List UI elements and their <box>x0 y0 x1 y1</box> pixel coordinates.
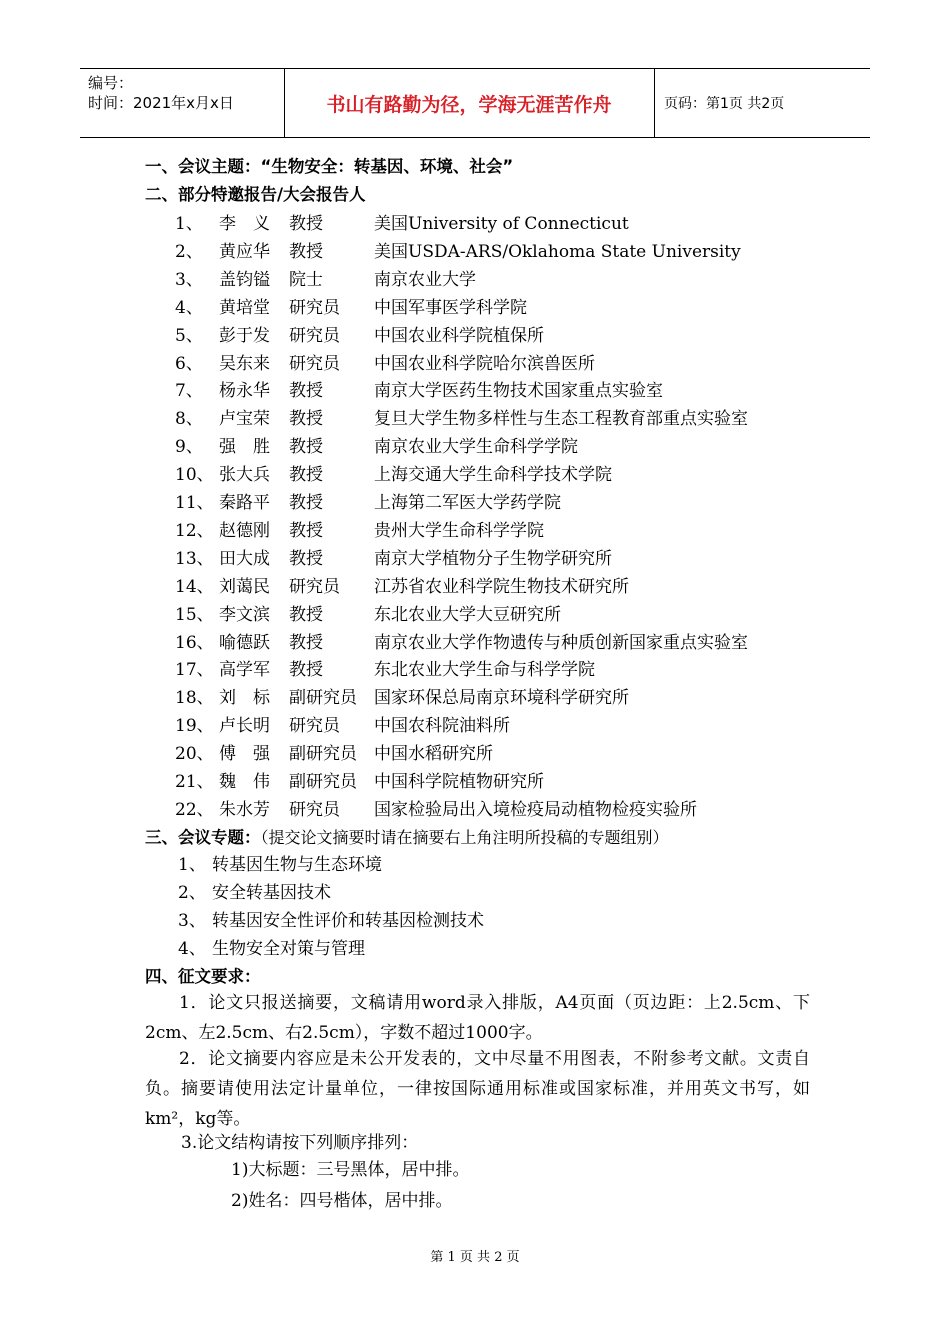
speaker-number: 14、 <box>175 576 214 597</box>
speaker-name: 朱水芳 <box>219 799 270 820</box>
speaker-institution: 国家检验局出入境检疫局动植物检疫实验所 <box>374 799 697 820</box>
document-time: 时间：2021年x月x日 <box>88 94 234 112</box>
speaker-name: 张大兵 <box>219 465 270 486</box>
topic-number: 3、 <box>178 911 206 931</box>
speaker-name: 魏 伟 <box>219 772 270 792</box>
speaker-institution: 南京大学医药生物技术国家重点实验室 <box>374 381 663 402</box>
speaker-institution: 南京农业大学作物遗传与种质创新国家重点实验室 <box>374 632 748 653</box>
speaker-number: 19、 <box>175 716 214 737</box>
speaker-name: 李 义 <box>219 214 270 234</box>
speaker-name: 秦路平 <box>219 493 270 513</box>
speaker-title: 教授 <box>289 604 323 625</box>
speaker-number: 8、 <box>175 409 203 430</box>
speaker-name: 赵德刚 <box>219 520 270 541</box>
section-4-title: 四、征文要求： <box>145 967 261 986</box>
speaker-institution: 复旦大学生物多样性与生态工程教育部重点实验室 <box>374 409 748 430</box>
speaker-title: 副研究员 <box>289 772 357 792</box>
speaker-number: 2、 <box>175 241 203 262</box>
header-motto: 书山有路勤为径，学海无涯苦作舟 <box>326 93 612 116</box>
speaker-name: 李文滨 <box>219 604 270 625</box>
speaker-name: 田大成 <box>219 548 270 569</box>
speaker-title: 教授 <box>289 409 323 430</box>
speaker-name: 强 胜 <box>219 437 270 458</box>
speaker-title: 教授 <box>289 660 323 681</box>
requirement-paragraph-3: 3.论文结构请按下列顺序排列： <box>181 1133 419 1153</box>
speaker-institution: 贵州大学生命科学学院 <box>374 520 544 541</box>
speaker-name: 卢长明 <box>219 716 270 737</box>
speaker-name: 彭于发 <box>219 325 270 346</box>
speaker-institution: 国家环保总局南京环境科学研究所 <box>374 688 629 709</box>
speaker-name: 傅 强 <box>219 744 270 765</box>
speaker-institution: 上海第二军医大学药学院 <box>374 493 561 513</box>
speaker-number: 4、 <box>175 297 203 318</box>
topic-number: 1、 <box>178 855 206 875</box>
speaker-number: 3、 <box>175 269 203 290</box>
speaker-title: 研究员 <box>289 297 340 318</box>
speaker-number: 20、 <box>175 744 214 765</box>
section-3-label: 三、会议专题： <box>145 828 261 847</box>
speaker-number: 1、 <box>175 214 203 234</box>
topic-text: 转基因安全性评价和转基因检测技术 <box>212 911 484 931</box>
header-page-info: 页码：第1页 共2页 <box>664 96 785 112</box>
section-3-title <box>145 826 669 850</box>
speaker-title: 教授 <box>289 493 323 513</box>
speaker-name: 杨永华 <box>219 381 270 402</box>
speaker-institution: 东北农业大学大豆研究所 <box>374 604 561 625</box>
speaker-name: 盖钧镒 <box>219 269 270 290</box>
speaker-title: 教授 <box>289 214 323 234</box>
topic-text: 安全转基因技术 <box>212 883 331 903</box>
speaker-title: 教授 <box>289 437 323 458</box>
speaker-number: 15、 <box>175 604 214 625</box>
speaker-number: 9、 <box>175 437 203 458</box>
speaker-title: 教授 <box>289 520 323 541</box>
speaker-institution: 中国科学院植物研究所 <box>374 772 544 792</box>
speaker-number: 21、 <box>175 772 214 792</box>
requirement-paragraph-2: 2．论文摘要内容应是未公开发表的，文中尽量不用图表，不附参考文献。文责自负。摘要请使用法定计量单位，一律按国际通用标准或国家标准，并用英文书写，如km²，kg等。 <box>145 1049 810 1129</box>
speaker-number: 6、 <box>175 353 203 374</box>
speaker-name: 刘蔼民 <box>219 576 270 597</box>
section-3-note: （提交论文摘要时请在摘要右上角注明所投稿的专题组别） <box>260 828 669 847</box>
speaker-institution: 上海交通大学生命科学技术学院 <box>374 465 612 486</box>
speaker-title: 教授 <box>289 548 323 569</box>
speaker-institution: 南京大学植物分子生物学研究所 <box>374 548 612 569</box>
speaker-name: 吴东来 <box>219 353 270 374</box>
speaker-institution: 中国农科院油料所 <box>374 716 510 737</box>
speaker-name: 黄应华 <box>219 241 270 262</box>
speaker-institution: 南京农业大学 <box>374 269 476 290</box>
speaker-number: 13、 <box>175 548 214 569</box>
speaker-title: 副研究员 <box>289 688 357 709</box>
requirement-subitem-1: 1)大标题：三号黑体，居中排。 <box>231 1160 470 1180</box>
speaker-title: 副研究员 <box>289 744 357 765</box>
speaker-institution: 江苏省农业科学院生物技术研究所 <box>374 576 629 597</box>
speaker-institution: 中国水稻研究所 <box>374 744 493 765</box>
speaker-institution: 中国军事医学科学院 <box>374 297 527 318</box>
speaker-name: 高学军 <box>219 660 270 681</box>
speaker-number: 5、 <box>175 325 203 346</box>
speaker-number: 22、 <box>175 799 214 820</box>
speaker-institution: 美国University of Connecticut <box>374 214 629 234</box>
speaker-name: 卢宝荣 <box>219 409 270 430</box>
requirement-subitem-2: 2)姓名：四号楷体，居中排。 <box>231 1191 453 1211</box>
speaker-title: 研究员 <box>289 799 340 820</box>
page-header <box>80 68 870 138</box>
section-2-title: 二、部分特邀报告/大会报告人 <box>145 185 366 204</box>
speaker-title: 教授 <box>289 381 323 402</box>
header-divider <box>654 69 655 137</box>
page-footer: 第 1 页 共 2 页 <box>430 1250 520 1265</box>
speaker-number: 11、 <box>175 493 214 513</box>
speaker-number: 12、 <box>175 520 214 541</box>
header-meta <box>88 73 284 113</box>
speaker-title: 研究员 <box>289 576 340 597</box>
topic-text: 转基因生物与生态环境 <box>212 855 382 875</box>
speaker-institution: 东北农业大学生命与科学学院 <box>374 660 595 681</box>
topic-number: 2、 <box>178 883 206 903</box>
speaker-title: 院士 <box>289 269 323 290</box>
speaker-title: 研究员 <box>289 716 340 737</box>
speaker-number: 18、 <box>175 688 214 709</box>
speaker-number: 10、 <box>175 465 214 486</box>
speaker-title: 教授 <box>289 465 323 486</box>
speaker-institution: 中国农业科学院哈尔滨兽医所 <box>374 353 595 374</box>
document-number-label: 编号： <box>88 74 134 92</box>
speaker-name: 刘 标 <box>219 688 270 709</box>
section-1-title: 一、会议主题：“生物安全：转基因、环境、社会” <box>145 157 514 176</box>
speaker-title: 教授 <box>289 632 323 653</box>
speaker-title: 研究员 <box>289 325 340 346</box>
speaker-institution: 美国USDA-ARS/Oklahoma State University <box>374 241 741 262</box>
speaker-number: 7、 <box>175 381 203 402</box>
speaker-title: 研究员 <box>289 353 340 374</box>
topic-number: 4、 <box>178 939 206 959</box>
speaker-title: 教授 <box>289 241 323 262</box>
speaker-institution: 南京农业大学生命科学学院 <box>374 437 578 458</box>
speaker-institution: 中国农业科学院植保所 <box>374 325 544 346</box>
requirement-paragraph-1: 1．论文只报送摘要，文稿请用word录入排版，A4页面（页边距：上2.5cm、下2cm、左2.5cm、右2.5cm），字数不超过1000字。 <box>145 993 810 1043</box>
speaker-number: 16、 <box>175 632 214 653</box>
topic-text: 生物安全对策与管理 <box>212 939 365 959</box>
speaker-name: 喻德跃 <box>219 632 270 653</box>
speaker-number: 17、 <box>175 660 214 681</box>
speaker-name: 黄培堂 <box>219 297 270 318</box>
